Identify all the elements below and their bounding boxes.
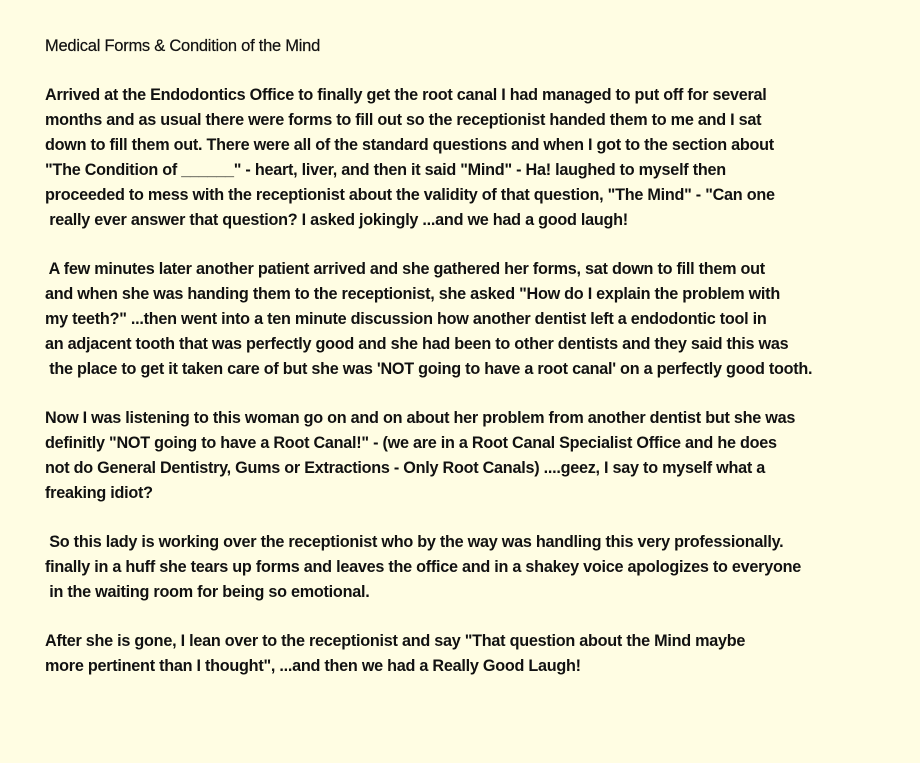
paragraph-spacer	[45, 382, 915, 406]
paragraph-huff	[45, 530, 915, 605]
text-line: an adjacent tooth that was perfectly good and she had been to other dentists and they said this was	[45, 335, 789, 353]
text-line: A few minutes later another patient arrived and she gathered her forms, sat down to fill them out	[45, 260, 765, 278]
paragraph-arrival	[45, 83, 915, 233]
paragraph-spacer	[45, 233, 915, 257]
text-line: really ever answer that question? I asked jokingly ...and we had a good laugh!	[45, 211, 628, 229]
text-line: After she is gone, I lean over to the receptionist and say "That question about the Mind maybe	[45, 632, 746, 650]
paragraph-listening	[45, 406, 915, 506]
text-line: proceeded to mess with the receptionist about the validity of that question, "The Mind" - "Can one	[45, 186, 775, 204]
text-line: freaking idiot?	[45, 484, 153, 502]
paragraph-spacer	[45, 59, 915, 83]
text-line: So this lady is working over the receptionist who by the way was handling this very professionally.	[45, 533, 784, 551]
text-line: "The Condition of ______" - heart, liver, and then it said "Mind" - Ha! laughed to myself then	[45, 161, 726, 179]
paragraph-other-patient	[45, 257, 915, 382]
text-line: down to fill them out. There were all of the standard questions and when I got to the section about	[45, 136, 774, 154]
text-line: my teeth?" ...then went into a ten minute discussion how another dentist left a endodontic tool in	[45, 310, 767, 328]
text-line: months and as usual there were forms to fill out so the receptionist handed them to me and I sat	[45, 111, 762, 129]
text-line: Arrived at the Endodontics Office to finally get the root canal I had managed to put off for several	[45, 86, 767, 104]
text-line: the place to get it taken care of but she was 'NOT going to have a root canal' on a perfectly good tooth.	[45, 360, 813, 378]
document-title: Medical Forms & Condition of the Mind	[45, 37, 321, 55]
text-line: Now I was listening to this woman go on and on about her problem from another dentist but she was	[45, 409, 796, 427]
paragraph-spacer	[45, 506, 915, 530]
paragraph-conclusion	[45, 629, 915, 679]
text-line: definitly "NOT going to have a Root Canal!" - (we are in a Root Canal Specialist Office and he does	[45, 434, 777, 452]
text-line: not do General Dentistry, Gums or Extractions - Only Root Canals) ....geez, I say to myself what a	[45, 459, 765, 477]
paragraph-spacer	[45, 605, 915, 629]
text-line: and when she was handing them to the receptionist, she asked "How do I explain the problem with	[45, 285, 780, 303]
text-line: in the waiting room for being so emotional.	[45, 583, 370, 601]
text-line: more pertinent than I thought", ...and then we had a Really Good Laugh!	[45, 657, 581, 675]
document-body	[45, 34, 915, 679]
text-line: finally in a huff she tears up forms and leaves the office and in a shakey voice apologizes to everyone	[45, 558, 801, 576]
